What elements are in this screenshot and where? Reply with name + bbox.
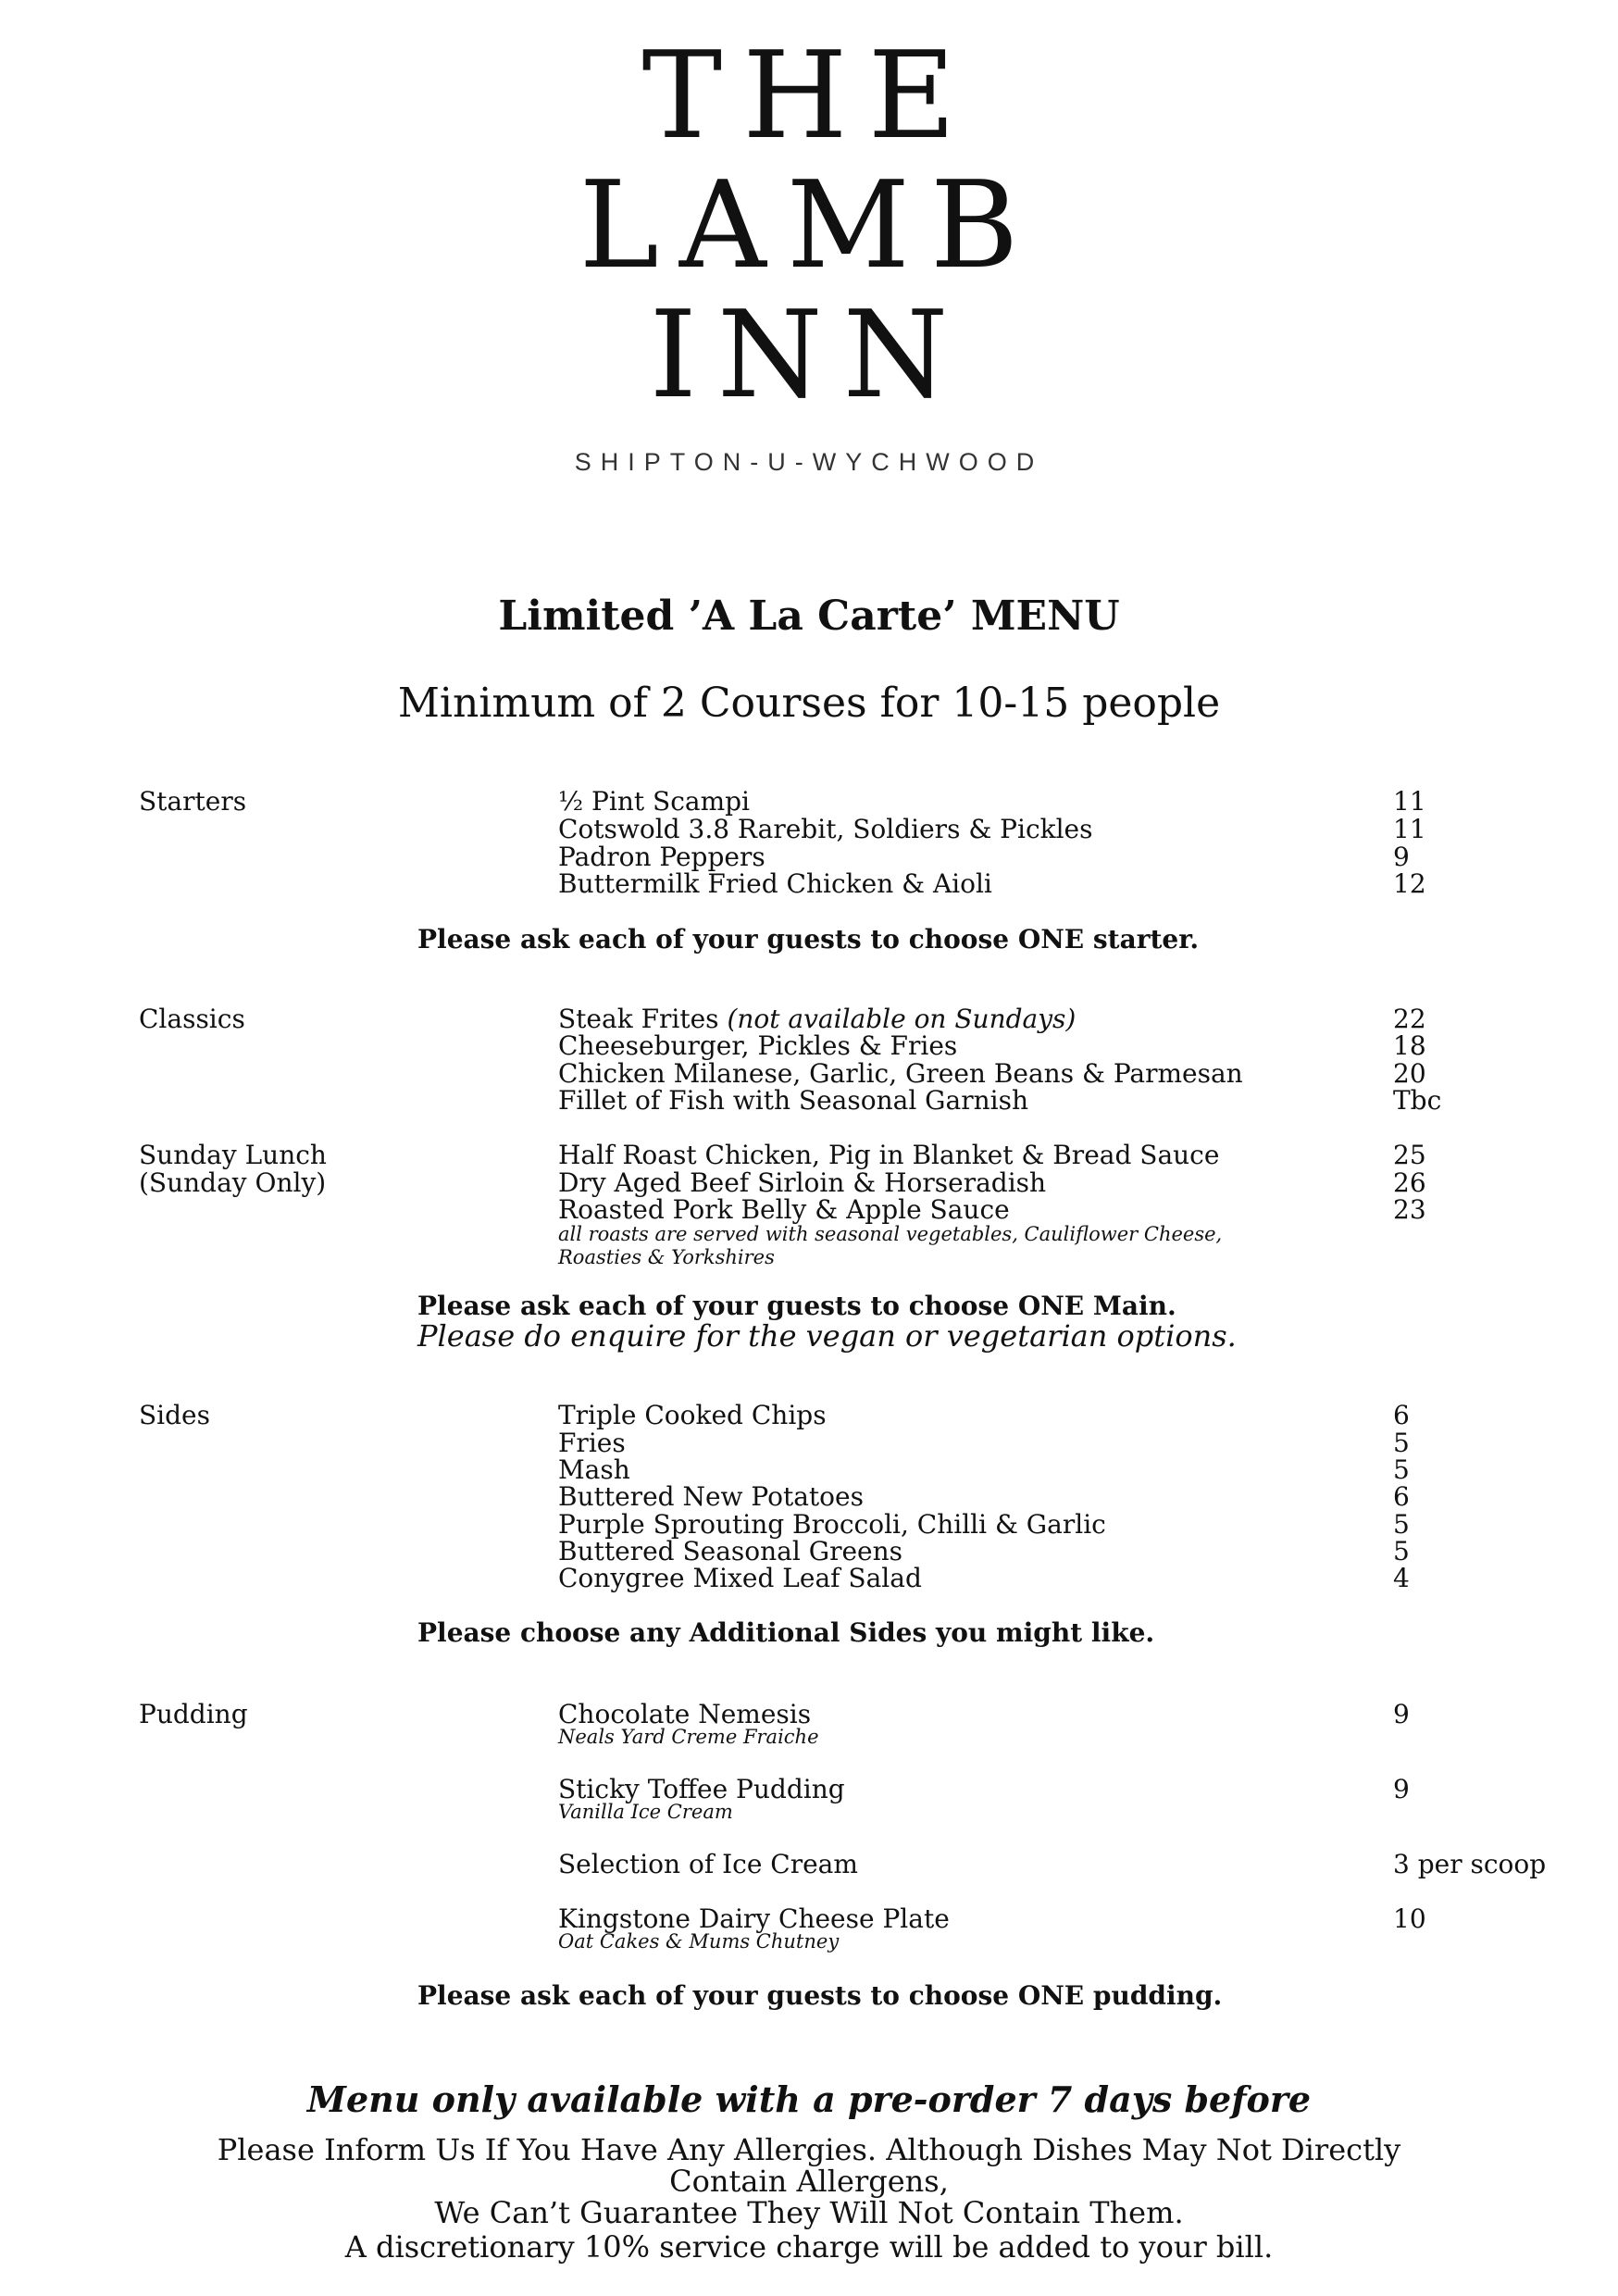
menu-item: Cotswold 3.8 Rarebit, Soldiers & Pickles — [558, 814, 1093, 844]
section-label-pudding: Pudding — [139, 1699, 248, 1729]
roast-note-line1: all roasts are served with seasonal vegetables, Cauliflower Cheese, — [558, 1223, 1223, 1245]
section-label-starters: Starters — [139, 786, 247, 817]
item-note: (not available on Sundays) — [727, 1004, 1077, 1034]
menu-item: Fillet of Fish with Seasonal Garnish — [558, 1085, 1029, 1116]
item-price: 12 — [1393, 868, 1426, 899]
sides-instruction: Please choose any Additional Sides you might like. — [417, 1617, 1155, 1648]
item-price: 9 — [1393, 842, 1410, 872]
menu-item: Kingstone Dairy Cheese Plate — [558, 1903, 950, 1934]
menu-item: Conygree Mixed Leaf Salad — [558, 1563, 922, 1593]
menu-item: Roasted Pork Belly & Apple Sauce — [558, 1194, 1010, 1225]
menu-item: Padron Peppers — [558, 842, 765, 872]
menu-item: Cheeseburger, Pickles & Fries — [558, 1030, 958, 1061]
allergy-notice-2: We Can’t Guarantee They Will Not Contain Them. — [434, 2195, 1184, 2230]
item-price: 10 — [1393, 1903, 1426, 1934]
item-price: 20 — [1393, 1058, 1426, 1089]
item-price: 18 — [1393, 1030, 1426, 1061]
menu-item: Buttermilk Fried Chicken & Aioli — [558, 868, 992, 899]
section-label-sides: Sides — [139, 1400, 210, 1430]
starters-instruction: Please ask each of your guests to choose ONE starter. — [417, 924, 1200, 955]
item-price: 3 per scoop — [1393, 1849, 1547, 1879]
item-price: 11 — [1393, 786, 1426, 817]
menu-item: Triple Cooked Chips — [558, 1400, 827, 1430]
section-label-classics: Classics — [139, 1004, 245, 1034]
roast-note-line2: Roasties & Yorkshires — [558, 1246, 775, 1268]
item-price: 5 — [1393, 1428, 1410, 1458]
item-price: 5 — [1393, 1509, 1410, 1540]
menu-item: ½ Pint Scampi — [558, 786, 751, 817]
item-price: 26 — [1393, 1167, 1426, 1198]
main-instruction: Please ask each of your guests to choose ONE Main. — [417, 1291, 1176, 1321]
item-price: 5 — [1393, 1536, 1410, 1566]
item-price: 4 — [1393, 1563, 1410, 1593]
service-charge-notice: A discretionary 10% service charge will be added to your bill. — [344, 2229, 1274, 2265]
section-label-sunday-only: (Sunday Only) — [139, 1167, 327, 1198]
item-description: Neals Yard Creme Fraiche — [558, 1726, 819, 1748]
item-description: Vanilla Ice Cream — [558, 1801, 733, 1823]
menu-item: Dry Aged Beef Sirloin & Horseradish — [558, 1167, 1047, 1198]
item-price: Tbc — [1393, 1085, 1442, 1116]
section-label-sunday-lunch: Sunday Lunch — [139, 1140, 327, 1170]
menu-item: Purple Sprouting Broccoli, Chilli & Garlic — [558, 1509, 1106, 1540]
item-price: 25 — [1393, 1140, 1426, 1170]
location-subtitle: SHIPTON-U-WYCHWOOD — [574, 448, 1044, 476]
pudding-instruction: Please ask each of your guests to choose ONE pudding. — [417, 1980, 1223, 2011]
item-price: 9 — [1393, 1699, 1410, 1729]
logo-line-inn: INN — [649, 284, 969, 425]
menu-item: Fries — [558, 1428, 626, 1458]
item-price: 5 — [1393, 1454, 1410, 1485]
logo-line-lamb: LAMB — [579, 155, 1039, 295]
menu-item: Buttered Seasonal Greens — [558, 1536, 903, 1566]
menu-item: Half Roast Chicken, Pig in Blanket & Bread Sauce — [558, 1140, 1220, 1170]
item-price: 22 — [1393, 1004, 1426, 1034]
menu-item: Buttered New Potatoes — [558, 1481, 864, 1512]
item-price: 6 — [1393, 1400, 1410, 1430]
item-price: 11 — [1393, 814, 1426, 844]
item-price: 23 — [1393, 1194, 1426, 1225]
item-price: 9 — [1393, 1774, 1410, 1804]
menu-item: Mash — [558, 1454, 630, 1485]
menu-item: Sticky Toffee Pudding — [558, 1774, 845, 1804]
vegan-note: Please do enquire for the vegan or vegetarian options. — [417, 1318, 1237, 1354]
menu-item: Chicken Milanese, Garlic, Green Beans & Parmesan — [558, 1058, 1243, 1089]
menu-title: Limited ’A La Carte’ MENU — [498, 593, 1120, 640]
logo-line-the: THE — [641, 25, 977, 166]
menu-item — [558, 1005, 1076, 1033]
menu-item: Chocolate Nemesis — [558, 1699, 812, 1729]
menu-subtitle: Minimum of 2 Courses for 10-15 people — [397, 680, 1221, 727]
allergy-notice: Please Inform Us If You Have Any Allergies. Although Dishes May Not Directly Contain Allergens, — [217, 2132, 1401, 2199]
preorder-notice: Menu only available with a pre-order 7 days before — [306, 2078, 1312, 2120]
item-name: Steak Frites — [558, 1004, 719, 1034]
item-price: 6 — [1393, 1481, 1410, 1512]
item-description: Oat Cakes & Mums Chutney — [558, 1930, 840, 1953]
menu-item: Selection of Ice Cream — [558, 1849, 858, 1879]
